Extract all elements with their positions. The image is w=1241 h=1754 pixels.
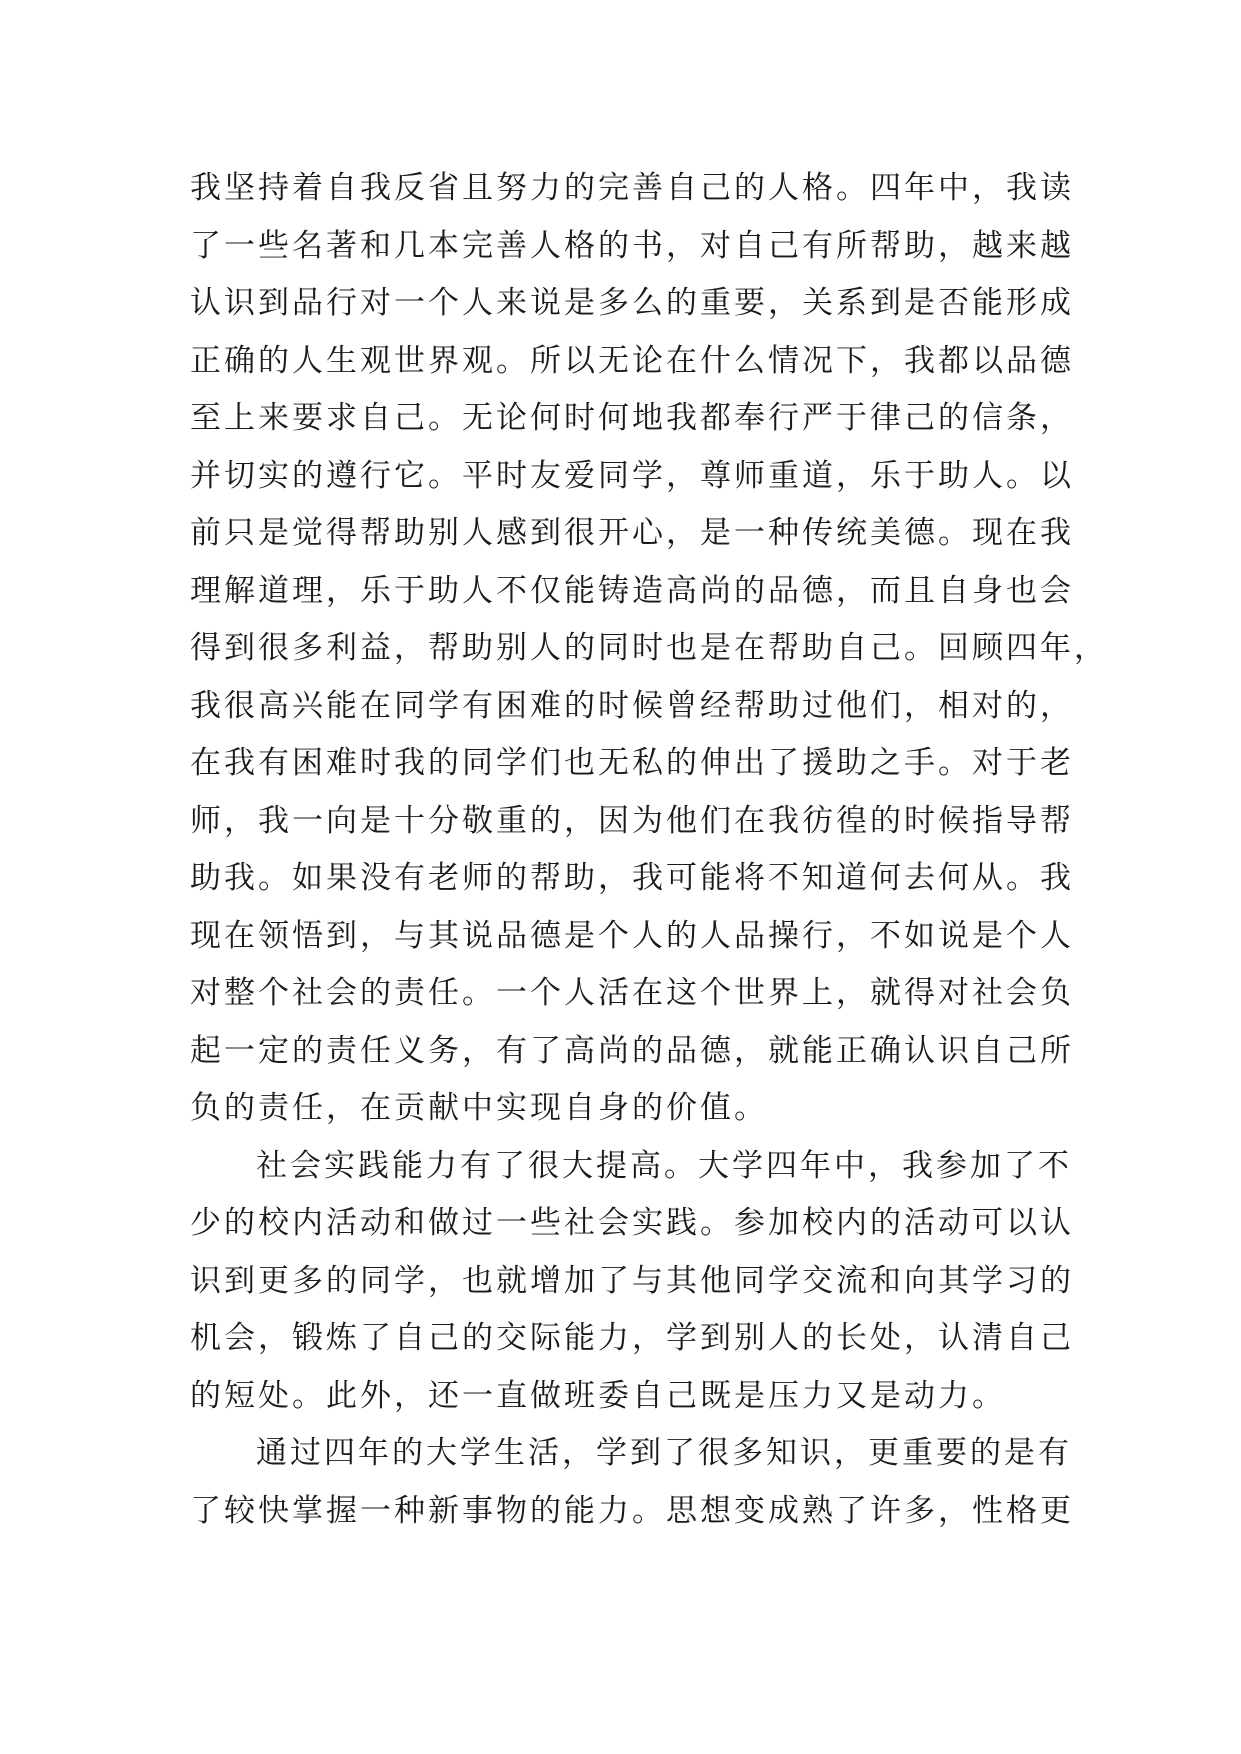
text-line: 理解道理，乐于助人不仅能铸造高尚的品德，而且自身也会 bbox=[190, 572, 1074, 609]
text-line: 得到很多利益，帮助别人的同时也是在帮助自己。回顾四年， bbox=[190, 630, 1108, 666]
text-line: 起一定的责任义务，有了高尚的品德，就能正确认识自己所 bbox=[190, 1032, 1074, 1069]
text-line: 正确的人生观世界观。所以无论在什么情况下，我都以品德 bbox=[190, 342, 1074, 379]
paragraph-start-line: 社会实践能力有了很大提高。大学四年中，我参加了不 bbox=[256, 1147, 1072, 1184]
paragraph-start-line: 通过四年的大学生活，学到了很多知识，更重要的是有 bbox=[256, 1435, 1072, 1471]
text-line: 对整个社会的责任。一个人活在这个世界上，就得对社会负 bbox=[190, 975, 1074, 1011]
text-line: 我很高兴能在同学有困难的时候曾经帮助过他们，相对的， bbox=[190, 687, 1074, 724]
text-line: 负的责任，在贡献中实现自身的价值。 bbox=[190, 1090, 768, 1126]
text-line: 助我。如果没有老师的帮助，我可能将不知道何去何从。我 bbox=[190, 860, 1074, 896]
text-line: 师，我一向是十分敬重的，因为他们在我彷徨的时候指导帮 bbox=[190, 802, 1074, 839]
text-line: 并切实的遵行它。平时友爱同学，尊师重道，乐于助人。以 bbox=[190, 457, 1074, 494]
text-line: 前只是觉得帮助别人感到很开心，是一种传统美德。现在我 bbox=[190, 515, 1074, 551]
text-line: 认识到品行对一个人来说是多么的重要，关系到是否能形成 bbox=[190, 285, 1074, 321]
text-line: 了较快掌握一种新事物的能力。思想变成熟了许多，性格更 bbox=[190, 1492, 1074, 1529]
text-line: 识到更多的同学，也就增加了与其他同学交流和向其学习的 bbox=[190, 1262, 1074, 1299]
text-line: 在我有困难时我的同学们也无私的伸出了援助之手。对于老 bbox=[190, 745, 1074, 781]
text-line: 机会，锻炼了自己的交际能力，学到别人的长处，认清自己 bbox=[190, 1320, 1074, 1356]
text-line: 我坚持着自我反省且努力的完善自己的人格。四年中，我读 bbox=[190, 170, 1074, 206]
body-text bbox=[190, 160, 1108, 1540]
text-line: 了一些名著和几本完善人格的书，对自己有所帮助，越来越 bbox=[190, 227, 1074, 264]
text-line: 少的校内活动和做过一些社会实践。参加校内的活动可以认 bbox=[190, 1205, 1074, 1241]
text-line: 现在领悟到，与其说品德是个人的人品操行，不如说是个人 bbox=[190, 917, 1074, 954]
text-line: 的短处。此外，还一直做班委自己既是压力又是动力。 bbox=[190, 1377, 1006, 1414]
text-line: 至上来要求自己。无论何时何地我都奉行严于律己的信条， bbox=[190, 400, 1074, 436]
